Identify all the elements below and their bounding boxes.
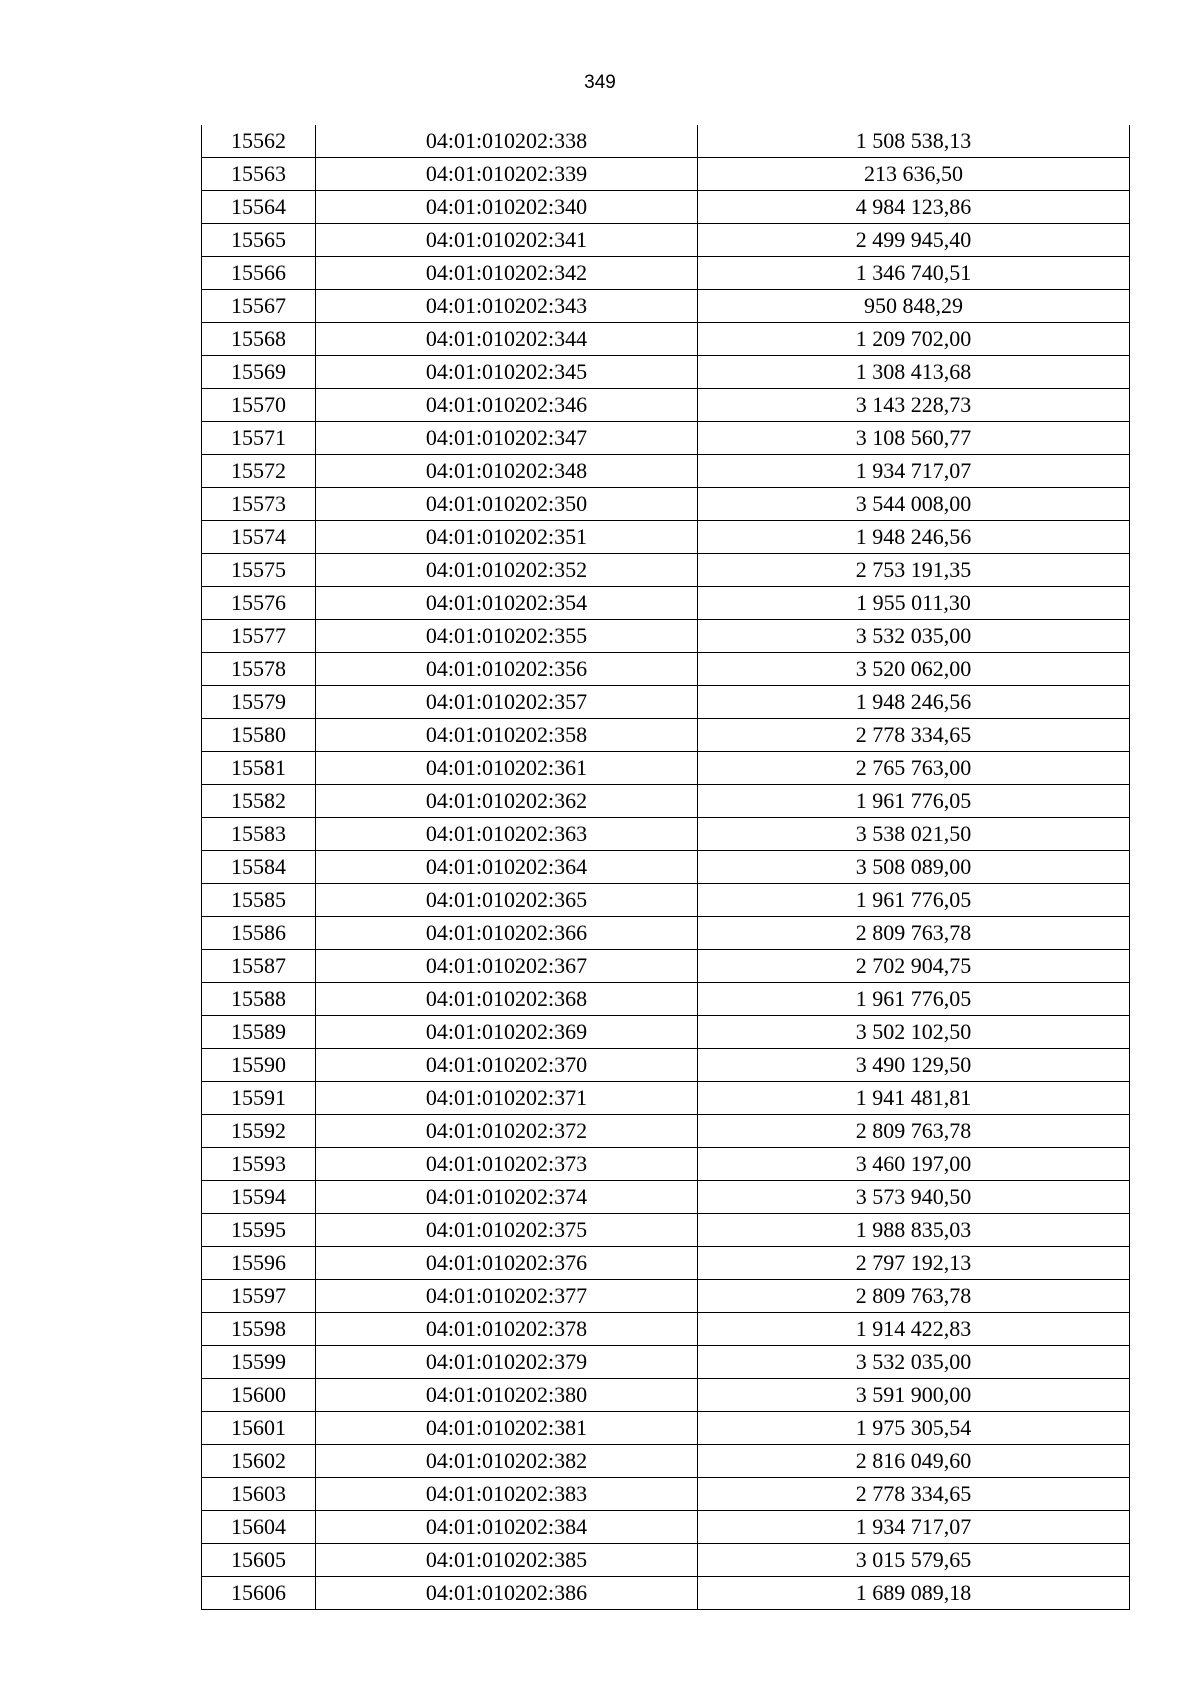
table-row — [202, 191, 1130, 224]
table-row — [202, 224, 1130, 257]
table-row — [202, 1247, 1130, 1280]
row-number-cell: 15588 — [202, 983, 316, 1016]
cadastral-value-table — [201, 125, 1130, 1610]
cadastral-number-cell: 04:01:010202:383 — [316, 1478, 698, 1511]
cadastral-number-cell: 04:01:010202:355 — [316, 620, 698, 653]
cadastral-number-cell: 04:01:010202:363 — [316, 818, 698, 851]
cadastral-number-cell: 04:01:010202:351 — [316, 521, 698, 554]
row-number-cell: 15570 — [202, 389, 316, 422]
row-number-cell: 15580 — [202, 719, 316, 752]
cadastral-value-cell: 1 975 305,54 — [698, 1412, 1130, 1445]
cadastral-value-cell: 4 984 123,86 — [698, 191, 1130, 224]
row-number-cell: 15575 — [202, 554, 316, 587]
row-number-cell: 15604 — [202, 1511, 316, 1544]
table-row — [202, 851, 1130, 884]
cadastral-value-cell: 3 490 129,50 — [698, 1049, 1130, 1082]
row-number-cell: 15590 — [202, 1049, 316, 1082]
table-row — [202, 983, 1130, 1016]
cadastral-value-cell: 3 502 102,50 — [698, 1016, 1130, 1049]
table-row — [202, 884, 1130, 917]
cadastral-value-cell: 3 460 197,00 — [698, 1148, 1130, 1181]
table-row — [202, 290, 1130, 323]
row-number-cell: 15583 — [202, 818, 316, 851]
cadastral-number-cell: 04:01:010202:374 — [316, 1181, 698, 1214]
cadastral-number-cell: 04:01:010202:342 — [316, 257, 698, 290]
cadastral-value-cell: 3 508 089,00 — [698, 851, 1130, 884]
table-row — [202, 752, 1130, 785]
row-number-cell: 15589 — [202, 1016, 316, 1049]
table-row — [202, 1082, 1130, 1115]
cadastral-value-cell: 1 961 776,05 — [698, 983, 1130, 1016]
row-number-cell: 15578 — [202, 653, 316, 686]
cadastral-number-cell: 04:01:010202:340 — [316, 191, 698, 224]
table-row — [202, 917, 1130, 950]
table-row — [202, 950, 1130, 983]
page-number: 349 — [584, 72, 616, 93]
cadastral-number-cell: 04:01:010202:354 — [316, 587, 698, 620]
row-number-cell: 15569 — [202, 356, 316, 389]
row-number-cell: 15587 — [202, 950, 316, 983]
table-row — [202, 455, 1130, 488]
row-number-cell: 15599 — [202, 1346, 316, 1379]
cadastral-number-cell: 04:01:010202:341 — [316, 224, 698, 257]
row-number-cell: 15601 — [202, 1412, 316, 1445]
table-row — [202, 1577, 1130, 1610]
cadastral-value-cell: 3 544 008,00 — [698, 488, 1130, 521]
table-row — [202, 422, 1130, 455]
cadastral-number-cell: 04:01:010202:369 — [316, 1016, 698, 1049]
cadastral-number-cell: 04:01:010202:377 — [316, 1280, 698, 1313]
cadastral-value-cell: 2 778 334,65 — [698, 1478, 1130, 1511]
cadastral-number-cell: 04:01:010202:386 — [316, 1577, 698, 1610]
table-body — [202, 125, 1130, 1610]
cadastral-value-cell: 3 532 035,00 — [698, 1346, 1130, 1379]
cadastral-number-cell: 04:01:010202:385 — [316, 1544, 698, 1577]
cadastral-number-cell: 04:01:010202:362 — [316, 785, 698, 818]
cadastral-number-cell: 04:01:010202:346 — [316, 389, 698, 422]
row-number-cell: 15592 — [202, 1115, 316, 1148]
row-number-cell: 15597 — [202, 1280, 316, 1313]
row-number-cell: 15568 — [202, 323, 316, 356]
cadastral-value-cell: 1 914 422,83 — [698, 1313, 1130, 1346]
row-number-cell: 15591 — [202, 1082, 316, 1115]
table-row — [202, 1049, 1130, 1082]
table-row — [202, 1313, 1130, 1346]
cadastral-value-cell: 213 636,50 — [698, 158, 1130, 191]
cadastral-value-cell: 1 961 776,05 — [698, 785, 1130, 818]
row-number-cell: 15584 — [202, 851, 316, 884]
row-number-cell: 15573 — [202, 488, 316, 521]
cadastral-value-cell: 1 209 702,00 — [698, 323, 1130, 356]
table-row — [202, 356, 1130, 389]
table-row — [202, 785, 1130, 818]
cadastral-value-cell: 1 508 538,13 — [698, 125, 1130, 158]
cadastral-value-cell: 2 816 049,60 — [698, 1445, 1130, 1478]
row-number-cell: 15566 — [202, 257, 316, 290]
cadastral-number-cell: 04:01:010202:367 — [316, 950, 698, 983]
cadastral-number-cell: 04:01:010202:364 — [316, 851, 698, 884]
cadastral-value-cell: 2 765 763,00 — [698, 752, 1130, 785]
cadastral-value-cell: 2 778 334,65 — [698, 719, 1130, 752]
row-number-cell: 15595 — [202, 1214, 316, 1247]
row-number-cell: 15600 — [202, 1379, 316, 1412]
cadastral-value-cell: 2 702 904,75 — [698, 950, 1130, 983]
row-number-cell: 15567 — [202, 290, 316, 323]
cadastral-value-cell: 2 809 763,78 — [698, 1280, 1130, 1313]
row-number-cell: 15571 — [202, 422, 316, 455]
table-row — [202, 719, 1130, 752]
cadastral-number-cell: 04:01:010202:343 — [316, 290, 698, 323]
cadastral-number-cell: 04:01:010202:350 — [316, 488, 698, 521]
row-number-cell: 15565 — [202, 224, 316, 257]
cadastral-value-cell: 1 308 413,68 — [698, 356, 1130, 389]
cadastral-value-cell: 3 520 062,00 — [698, 653, 1130, 686]
table-row — [202, 1214, 1130, 1247]
cadastral-number-cell: 04:01:010202:381 — [316, 1412, 698, 1445]
cadastral-value-cell: 1 346 740,51 — [698, 257, 1130, 290]
cadastral-value-cell: 1 961 776,05 — [698, 884, 1130, 917]
cadastral-value-cell: 1 955 011,30 — [698, 587, 1130, 620]
row-number-cell: 15576 — [202, 587, 316, 620]
cadastral-number-cell: 04:01:010202:384 — [316, 1511, 698, 1544]
cadastral-value-cell: 3 591 900,00 — [698, 1379, 1130, 1412]
row-number-cell: 15581 — [202, 752, 316, 785]
table-row — [202, 1412, 1130, 1445]
table-row — [202, 1181, 1130, 1214]
table-row — [202, 1544, 1130, 1577]
cadastral-value-cell: 2 499 945,40 — [698, 224, 1130, 257]
cadastral-number-cell: 04:01:010202:372 — [316, 1115, 698, 1148]
table-row — [202, 620, 1130, 653]
cadastral-value-cell: 1 948 246,56 — [698, 686, 1130, 719]
cadastral-value-cell: 2 753 191,35 — [698, 554, 1130, 587]
cadastral-number-cell: 04:01:010202:357 — [316, 686, 698, 719]
cadastral-number-cell: 04:01:010202:347 — [316, 422, 698, 455]
row-number-cell: 15598 — [202, 1313, 316, 1346]
row-number-cell: 15562 — [202, 125, 316, 158]
cadastral-number-cell: 04:01:010202:345 — [316, 356, 698, 389]
row-number-cell: 15594 — [202, 1181, 316, 1214]
cadastral-number-cell: 04:01:010202:361 — [316, 752, 698, 785]
row-number-cell: 15606 — [202, 1577, 316, 1610]
cadastral-number-cell: 04:01:010202:370 — [316, 1049, 698, 1082]
table-row — [202, 1379, 1130, 1412]
cadastral-value-cell: 1 948 246,56 — [698, 521, 1130, 554]
table-row — [202, 1511, 1130, 1544]
table-row — [202, 158, 1130, 191]
row-number-cell: 15563 — [202, 158, 316, 191]
cadastral-number-cell: 04:01:010202:368 — [316, 983, 698, 1016]
row-number-cell: 15605 — [202, 1544, 316, 1577]
row-number-cell: 15603 — [202, 1478, 316, 1511]
row-number-cell: 15577 — [202, 620, 316, 653]
cadastral-value-cell: 2 809 763,78 — [698, 1115, 1130, 1148]
row-number-cell: 15585 — [202, 884, 316, 917]
cadastral-value-cell: 1 941 481,81 — [698, 1082, 1130, 1115]
table-row — [202, 686, 1130, 719]
cadastral-number-cell: 04:01:010202:366 — [316, 917, 698, 950]
cadastral-number-cell: 04:01:010202:339 — [316, 158, 698, 191]
row-number-cell: 15602 — [202, 1445, 316, 1478]
table-row — [202, 1280, 1130, 1313]
table-row — [202, 1148, 1130, 1181]
cadastral-number-cell: 04:01:010202:356 — [316, 653, 698, 686]
cadastral-number-cell: 04:01:010202:344 — [316, 323, 698, 356]
cadastral-number-cell: 04:01:010202:348 — [316, 455, 698, 488]
row-number-cell: 15582 — [202, 785, 316, 818]
cadastral-value-cell: 1 934 717,07 — [698, 455, 1130, 488]
cadastral-number-cell: 04:01:010202:358 — [316, 719, 698, 752]
cadastral-number-cell: 04:01:010202:373 — [316, 1148, 698, 1181]
cadastral-value-cell: 3 108 560,77 — [698, 422, 1130, 455]
row-number-cell: 15593 — [202, 1148, 316, 1181]
table-row — [202, 125, 1130, 158]
cadastral-value-cell: 3 532 035,00 — [698, 620, 1130, 653]
cadastral-number-cell: 04:01:010202:365 — [316, 884, 698, 917]
cadastral-value-cell: 1 988 835,03 — [698, 1214, 1130, 1247]
cadastral-value-cell: 3 538 021,50 — [698, 818, 1130, 851]
row-number-cell: 15586 — [202, 917, 316, 950]
cadastral-number-cell: 04:01:010202:378 — [316, 1313, 698, 1346]
table-row — [202, 488, 1130, 521]
row-number-cell: 15574 — [202, 521, 316, 554]
cadastral-number-cell: 04:01:010202:376 — [316, 1247, 698, 1280]
cadastral-value-cell: 3 143 228,73 — [698, 389, 1130, 422]
cadastral-number-cell: 04:01:010202:375 — [316, 1214, 698, 1247]
cadastral-number-cell: 04:01:010202:352 — [316, 554, 698, 587]
cadastral-number-cell: 04:01:010202:338 — [316, 125, 698, 158]
cadastral-number-cell: 04:01:010202:379 — [316, 1346, 698, 1379]
cadastral-number-cell: 04:01:010202:382 — [316, 1445, 698, 1478]
cadastral-number-cell: 04:01:010202:371 — [316, 1082, 698, 1115]
cadastral-value-cell: 2 797 192,13 — [698, 1247, 1130, 1280]
table-row — [202, 1478, 1130, 1511]
row-number-cell: 15564 — [202, 191, 316, 224]
cadastral-value-cell: 3 573 940,50 — [698, 1181, 1130, 1214]
row-number-cell: 15572 — [202, 455, 316, 488]
cadastral-value-cell: 1 934 717,07 — [698, 1511, 1130, 1544]
cadastral-number-cell: 04:01:010202:380 — [316, 1379, 698, 1412]
row-number-cell: 15579 — [202, 686, 316, 719]
table-row — [202, 1445, 1130, 1478]
cadastral-value-cell: 1 689 089,18 — [698, 1577, 1130, 1610]
table-row — [202, 1115, 1130, 1148]
table-row — [202, 818, 1130, 851]
cadastral-value-cell: 950 848,29 — [698, 290, 1130, 323]
table-row — [202, 1346, 1130, 1379]
table-row — [202, 1016, 1130, 1049]
table-row — [202, 587, 1130, 620]
table-row — [202, 653, 1130, 686]
row-number-cell: 15596 — [202, 1247, 316, 1280]
table-row — [202, 389, 1130, 422]
table-row — [202, 521, 1130, 554]
table-row — [202, 257, 1130, 290]
cadastral-value-cell: 2 809 763,78 — [698, 917, 1130, 950]
cadastral-value-cell: 3 015 579,65 — [698, 1544, 1130, 1577]
table-row — [202, 554, 1130, 587]
table-row — [202, 323, 1130, 356]
